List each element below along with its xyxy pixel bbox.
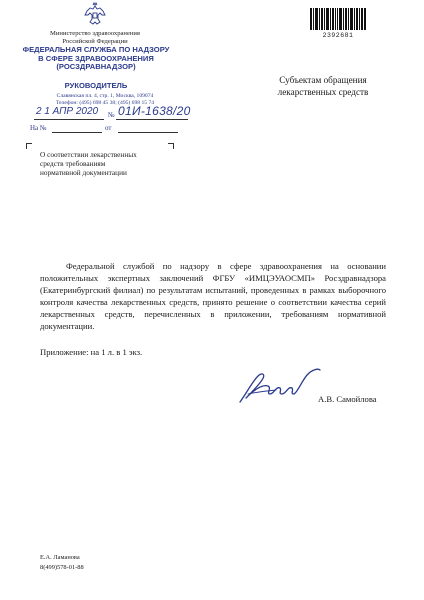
ministry-line-2: Российской Федерации xyxy=(62,37,128,45)
subject-corner-left xyxy=(26,143,32,149)
reply-date-underline xyxy=(118,132,178,133)
barcode-number: 2392681 xyxy=(322,32,354,39)
reply-number-underline xyxy=(52,132,102,133)
addressee-line-2: лекарственных средств xyxy=(277,87,369,97)
executor-phone: 8(499)578-01-88 xyxy=(40,564,84,571)
subject-line-2: средств требованиям xyxy=(40,159,106,169)
ministry-name xyxy=(40,30,150,45)
letter-subject xyxy=(40,150,190,178)
signer-name: А.В. Самойлова xyxy=(318,394,377,404)
addressee-line-1: Субъектам обращения xyxy=(279,75,367,85)
appendix-note: Приложение: на 1 л. в 1 экз. xyxy=(40,347,143,357)
agency-line-3: (РОСЗДРАВНАДЗОР) xyxy=(56,62,136,72)
number-underline xyxy=(116,119,188,120)
body-paragraph: Федеральной службой по надзору в сфере здравоохранения на основании положительных экспертных заключений ФГБУ «ИМЦЭУАОСМП» Росздравнадзора (Екатеринбургский филиал) по результатам испытаний, проведенных в рамках выборочного контроля качества лекарственных средств, принято решение о соответствии качества серий лекарственных средств, перечисленных в приложении, требованиям нормативной документации. xyxy=(40,261,386,331)
agency-line-2: В СФЕРЕ ЗДРАВООХРАНЕНИЯ xyxy=(38,53,154,63)
date-underline xyxy=(34,119,104,120)
head-title: РУКОВОДИТЕЛЬ xyxy=(64,81,128,90)
agency-name xyxy=(20,46,172,72)
reply-date-label: от xyxy=(105,124,112,132)
subject-corner-right xyxy=(168,143,174,149)
number-sign: № xyxy=(108,111,115,119)
executor-name: Е.А. Ламанова xyxy=(40,554,80,561)
handwritten-signature-icon xyxy=(232,364,324,408)
subject-line-3: нормативной документации xyxy=(40,168,127,178)
addressee xyxy=(258,74,388,98)
registration-number: 01И-1638/20 xyxy=(118,104,191,118)
address-line-2: Телефон: (495) 698 45 38; (495) 698 15 74 xyxy=(55,100,155,107)
reply-to-label: На № xyxy=(30,124,47,132)
state-emblem-icon xyxy=(82,2,108,28)
barcode-icon xyxy=(310,8,366,30)
registration-date: 2 1 АПР 2020 xyxy=(36,106,99,117)
subject-line-1: О соответствии лекарственных xyxy=(40,150,137,159)
address-line-1: Славянская пл. 4, стр. 1, Москва, 109074 xyxy=(56,93,154,99)
agency-line-1: ФЕДЕРАЛЬНАЯ СЛУЖБА ПО НАДЗОРУ xyxy=(22,45,170,54)
ministry-line-1: Министерство здравоохранения xyxy=(50,30,140,37)
